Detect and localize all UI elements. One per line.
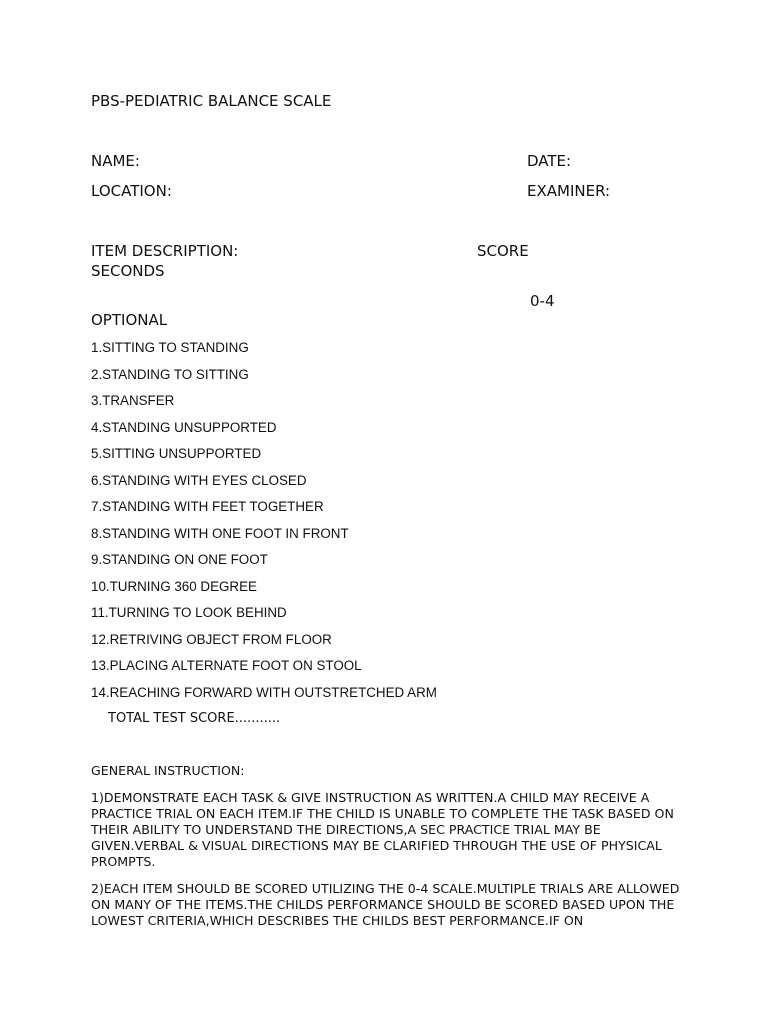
instruction-paragraph: 2)EACH ITEM SHOULD BE SCORED UTILIZING THE 0-4 SCALE.MULTIPLE TRIALS ARE ALLOWED ON MANY OF THE ITEMS.THE CHILDS PERFORMANCE SHOULD BE SCORED BASED UPON THE LOWEST CRITERIA,WHICH DESCRIBES THE CHILDS BEST PERFORMANCE.IF ON [91, 881, 680, 928]
list-item: 3.TRANSFER [91, 393, 175, 408]
date-label: DATE: [527, 152, 572, 170]
list-item: 8.STANDING WITH ONE FOOT IN FRONT [91, 526, 349, 541]
score-header: SCORE [477, 242, 529, 260]
list-item: 7.STANDING WITH FEET TOGETHER [91, 499, 324, 514]
seconds-header: SECONDS [91, 262, 165, 280]
list-item: 1.SITTING TO STANDING [91, 340, 249, 355]
list-item: 12.RETRIVING OBJECT FROM FLOOR [91, 632, 332, 647]
list-item: 5.SITTING UNSUPPORTED [91, 446, 262, 461]
list-item: 4.STANDING UNSUPPORTED [91, 420, 277, 435]
list-item: 10.TURNING 360 DEGREE [91, 579, 257, 594]
location-label: LOCATION: [91, 182, 172, 200]
item-description-header: ITEM DESCRIPTION: [91, 242, 239, 260]
total-test-score: TOTAL TEST SCORE........... [108, 711, 281, 726]
list-item: 2.STANDING TO SITTING [91, 367, 249, 382]
list-item: 11.TURNING TO LOOK BEHIND [91, 605, 287, 620]
page-title: PBS-PEDIATRIC BALANCE SCALE [91, 92, 332, 110]
optional-header: OPTIONAL [91, 311, 168, 329]
examiner-label: EXAMINER: [527, 182, 611, 200]
name-label: NAME: [91, 152, 140, 170]
list-item: 14.REACHING FORWARD WITH OUTSTRETCHED ARM [91, 685, 437, 700]
list-item: 9.STANDING ON ONE FOOT [91, 552, 268, 567]
list-item: 13.PLACING ALTERNATE FOOT ON STOOL [91, 658, 362, 673]
general-instruction-heading: GENERAL INSTRUCTION: [91, 763, 245, 778]
list-item: 6.STANDING WITH EYES CLOSED [91, 473, 307, 488]
instruction-paragraph: 1)DEMONSTRATE EACH TASK & GIVE INSTRUCTION AS WRITTEN.A CHILD MAY RECEIVE A PRACTICE TRIAL ON EACH ITEM.IF THE CHILD IS UNABLE TO COMPLETE THE TASK BASED ON THEIR ABILITY TO UNDERSTAND THE DIRECTIONS,A SEC PRACTICE TRIAL MAY BE GIVEN.VERBAL & VISUAL DIRECTIONS MAY BE CLARIFIED THROUGH THE USE OF PHYSICAL PROMPTS. [91, 790, 674, 869]
score-range: 0-4 [530, 292, 555, 310]
